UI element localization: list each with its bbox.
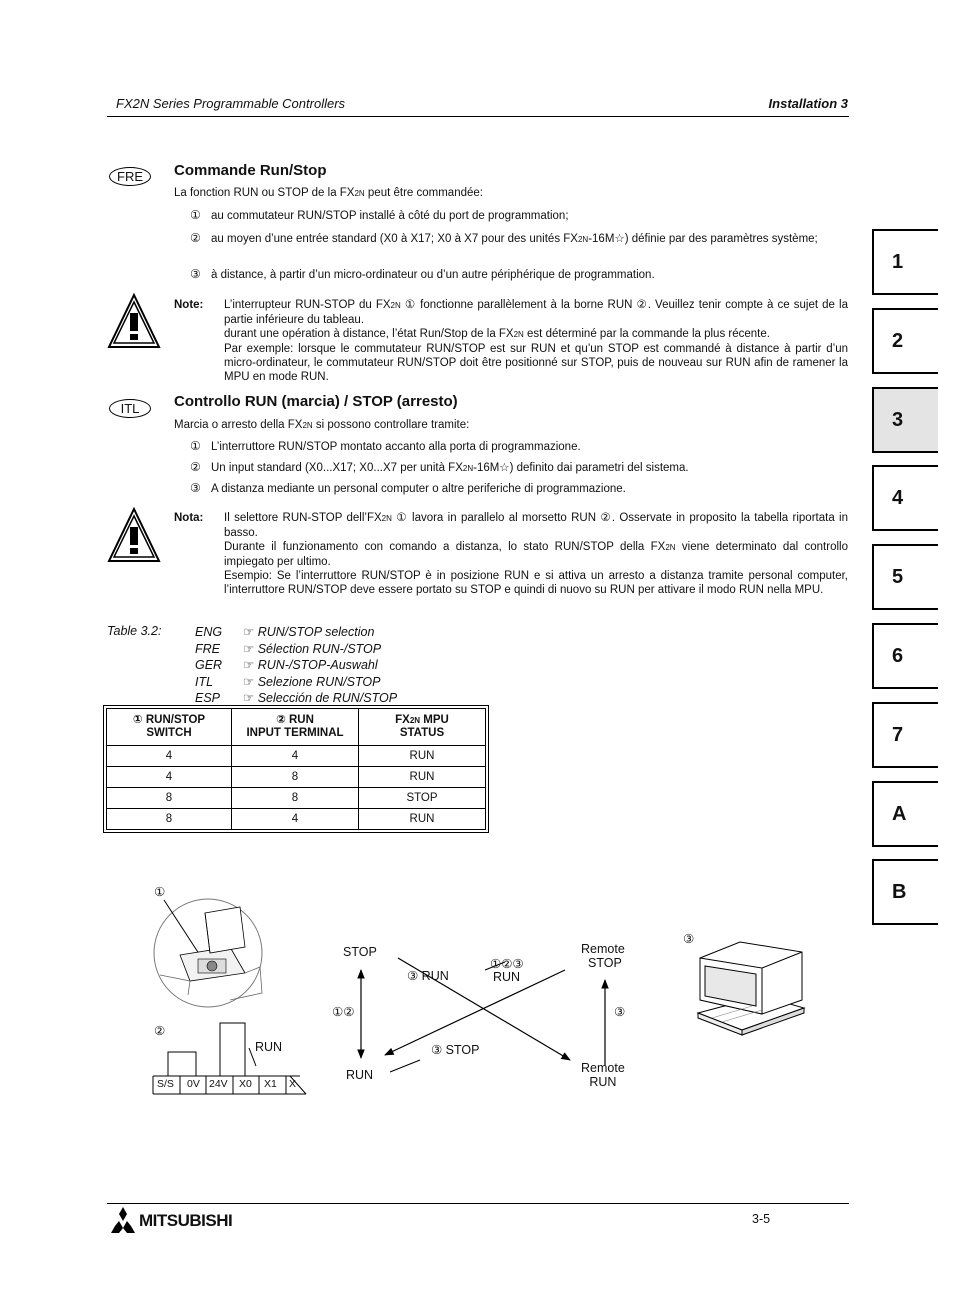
tab-a[interactable]: A	[872, 781, 938, 847]
itl-item1: L’interruttore RUN/STOP montato accanto alla porta di programmazione.	[211, 441, 581, 453]
itl-item2: Un input standard (X0...X17; X0...X7 per unità FX2N-16M☆) definito dai parametri del sistema.	[211, 462, 689, 474]
table-row: 4 4 RUN	[107, 746, 486, 767]
tab-5[interactable]: 5	[872, 544, 938, 610]
remote-run-command-label: ③ RUN	[407, 969, 449, 983]
remote-arrow-label: ③	[614, 1005, 626, 1019]
fre-note-label: Note:	[174, 299, 204, 311]
terminal-wiring	[150, 1018, 310, 1098]
itl-note-text: Il selettore RUN-STOP dell’FX2N ① lavora in parallelo al morsetto RUN ②. Osservate in proposito la tabella riportata in basso. Durante il funzionamento con comando a distanza, lo stato RUN/STOP della FX2N viene determinato dal controllo impiegato per ultimo. Esempio: Se l’interruttore RUN/STOP è in posizione RUN e si attiva un arresto a distanza tramite personal computer, l’interruttore RUN/STOP deve essere portato su STOP e quindi di nuovo su RUN per attivare il modo RUN nella MPU.	[224, 512, 848, 596]
remote-stop-command-label: ③ STOP	[431, 1043, 480, 1057]
table-header-status: FX2N MPU STATUS	[359, 709, 486, 746]
itl-item2-num: ②	[190, 460, 201, 474]
table-caption-label: Table 3.2:	[107, 624, 162, 638]
warning-icon	[107, 507, 161, 563]
fre-title: Commande Run/Stop	[174, 162, 327, 179]
itl-item3: A distanza mediante un personal computer o altre periferiche di programmazione.	[211, 483, 626, 495]
lang-badge-itl: ITL	[109, 399, 151, 418]
terminal-run-label: RUN	[255, 1040, 283, 1054]
remote-run-state: Remote RUN	[581, 1061, 625, 1089]
fre-intro: La fonction RUN ou STOP de la FX2N peut être commandée:	[174, 187, 483, 199]
itl-item1-num: ①	[190, 439, 201, 453]
tab-b[interactable]: B	[872, 859, 938, 925]
header-left: FX2N Series Programmable Controllers	[116, 96, 346, 111]
fre-item1-num: ①	[190, 208, 201, 222]
diagram-num-1: ①	[154, 885, 166, 899]
stop-state-label: STOP	[343, 945, 377, 959]
diagram-num-3: ③	[683, 932, 695, 946]
all-run-label-num: ①②③	[490, 957, 524, 971]
fre-item2-num: ②	[190, 231, 201, 245]
table-header-input: ② RUN INPUT TERMINAL	[232, 709, 359, 746]
lang-badge-fre: FRE	[109, 167, 151, 186]
diagram-num-2: ②	[154, 1024, 166, 1038]
fre-item3: à distance, à partir d’un micro-ordinateur ou d’un autre périphérique de programmation.	[211, 269, 655, 281]
brand-name: MITSUBISHI	[139, 1211, 233, 1230]
run-state-label: RUN	[346, 1068, 374, 1082]
table-row: 8 4 RUN	[107, 809, 486, 830]
header-rule	[107, 116, 849, 117]
footer-rule	[107, 1203, 849, 1204]
tab-3[interactable]: 3	[872, 387, 938, 453]
fre-item3-num: ③	[190, 267, 201, 281]
mitsubishi-logo-icon	[108, 1207, 138, 1233]
tab-1[interactable]: 1	[872, 229, 938, 295]
table-header-switch: ① RUN/STOP SWITCH	[107, 709, 232, 746]
itl-intro: Marcia o arresto della FX2N si possono controllare tramite:	[174, 419, 470, 431]
remote-stop-state: Remote STOP	[581, 942, 625, 970]
tab-7[interactable]: 7	[872, 702, 938, 768]
run-stop-switch-illustration	[150, 895, 270, 1010]
header-right: Installation 3	[768, 96, 848, 111]
all-run-label: RUN	[493, 970, 521, 984]
switch-input-label: ①②	[332, 1005, 355, 1019]
fre-note-text: L’interrupteur RUN-STOP du FX2N ① fonctionne parallèlement à la borne RUN ②. Veuillez tenir compte à ce sujet de la partie inférieure du tableau. durant une opération à distance, l’état Run/Stop de la FX2N est déterminé par la commande la plus récente. Par exemple: lorsque le commutateur RUN/STOP est sur RUN et qu’un STOP est commandé à distance à partir d’un micro-ordinateur, le commutateur RUN/STOP doit être positionné sur STOP, puis de nouveau sur RUN afin de ramener la MPU en mode RUN.	[224, 299, 849, 383]
warning-icon	[107, 293, 161, 349]
tab-2[interactable]: 2	[872, 308, 938, 374]
fre-item1: au commutateur RUN/STOP installé à côté du port de programmation;	[211, 210, 569, 222]
tab-4[interactable]: 4	[872, 465, 938, 531]
itl-title: Controllo RUN (marcia) / STOP (arresto)	[174, 393, 458, 410]
fre-item2: au moyen d’une entrée standard (X0 à X17; X0 à X7 pour des unités FX2N-16M☆) définie par des paramètres système;	[211, 233, 818, 245]
status-table	[103, 705, 489, 833]
table-row: 8 8 STOP	[107, 788, 486, 809]
itl-note-label: Nota:	[174, 512, 204, 524]
itl-item3-num: ③	[190, 481, 201, 495]
page-number: 3-5	[752, 1212, 771, 1226]
table-row: 4 8 RUN	[107, 767, 486, 788]
computer-icon	[692, 938, 810, 1038]
tab-6[interactable]: 6	[872, 623, 938, 689]
table-caption-list: ENG ☞ RUN/STOP selection FRE ☞ Sélection RUN-/STOP GER ☞ RUN-/STOP-Auswahl ITL ☞ Selezione RUN/STOP ESP ☞ Selección de RUN/STOP	[195, 625, 398, 705]
